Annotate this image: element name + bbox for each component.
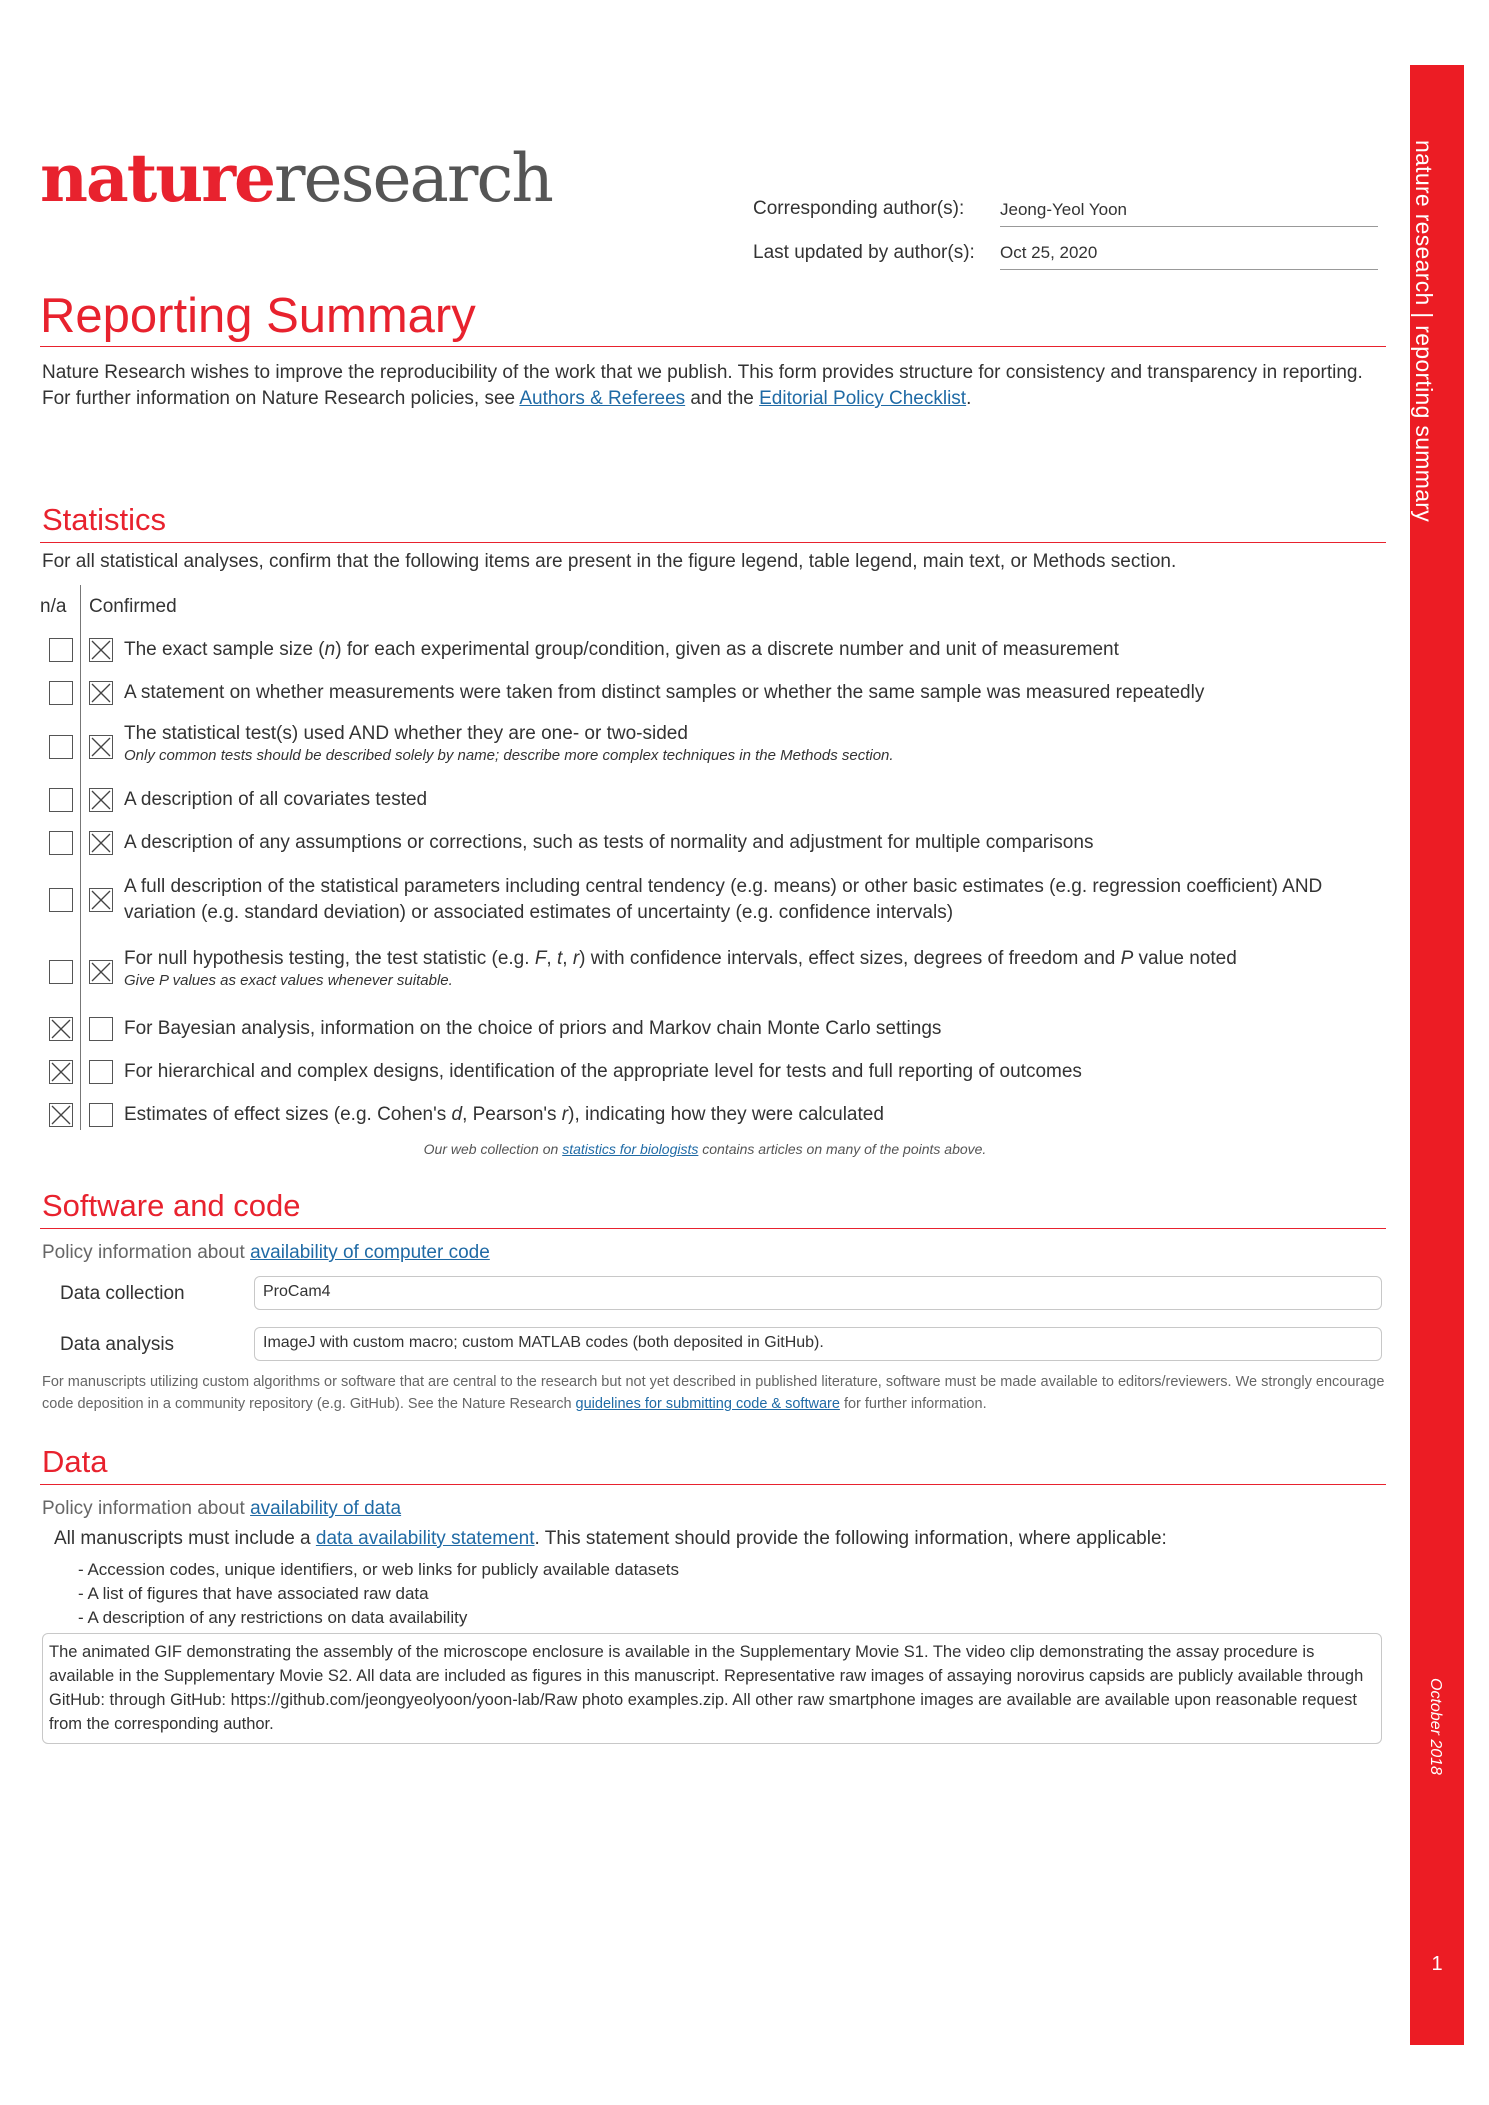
data-collection-field[interactable]: ProCam4 — [254, 1276, 1382, 1310]
statistics-footer — [0, 1141, 1410, 1157]
side-date: October 2018 — [1427, 1678, 1444, 1775]
logo-research: research — [274, 140, 552, 217]
checklist-item: A full description of the statistical parameters including central tendency (e.g. means) or other basic estimates (e.g. regression coefficient) AND variation (e.g. standard deviation) or associated estimates of uncertainty (e.g. confidence intervals) — [124, 876, 1323, 923]
item-italic: r — [561, 1104, 569, 1125]
checkbox-cross-icon — [90, 832, 112, 854]
item-italic: d — [451, 1104, 463, 1125]
item-text: For null hypothesis testing, the test statistic (e.g. — [124, 948, 535, 969]
intro-text-2: and the — [685, 388, 760, 409]
footer-text-2: contains articles on many of the points above. — [698, 1141, 987, 1157]
confirmed-checkbox[interactable] — [89, 638, 113, 662]
title-rule — [40, 346, 1386, 347]
data-bullet: - Accession codes, unique identifiers, or web links for publicly available datasets — [78, 1560, 679, 1579]
data-bullet: - A list of figures that have associated raw data — [78, 1584, 429, 1603]
checklist-item: A statement on whether measurements were taken from distinct samples or whether the same sample was measured repeatedly — [124, 682, 1205, 703]
na-checkbox[interactable] — [49, 638, 73, 662]
na-checkbox[interactable] — [49, 788, 73, 812]
item-text: , Pearson's — [462, 1104, 562, 1125]
fineprint-text-2: for further information. — [839, 1396, 987, 1412]
confirmed-checkbox[interactable] — [89, 735, 113, 759]
checklist-item — [124, 946, 1384, 990]
data-analysis-field[interactable]: ImageJ with custom macro; custom MATLAB codes (both deposited in GitHub). — [254, 1327, 1382, 1361]
item-italic: F — [534, 948, 547, 969]
intro-text: Nature Research wishes to improve the reproducibility of the work that we publish. This form provides structure for consistency and transparency in reporting. For further information on Nature Research policies, see — [42, 362, 1363, 409]
confirmed-checkbox[interactable] — [89, 888, 113, 912]
last-updated-label: Last updated by author(s): — [753, 242, 975, 263]
item-text: value noted — [1133, 948, 1237, 969]
item-note: Give P values as exact values whenever suitable. — [124, 972, 453, 989]
statistics-for-biologists-link[interactable]: statistics for biologists — [562, 1141, 699, 1157]
na-checkbox[interactable] — [49, 960, 73, 984]
item-text-line — [124, 946, 1384, 972]
item-italic: n — [324, 639, 336, 660]
data-bullet: - A description of any restrictions on data availability — [78, 1608, 468, 1627]
data-rule — [40, 1484, 1386, 1485]
item-text: , — [546, 948, 557, 969]
na-checkbox[interactable] — [49, 681, 73, 705]
fineprint-text: For manuscripts utilizing custom algorithms or software that are central to the research but not yet described in published literature, software must be made available to editors/reviewers. We strongly encourage code deposition in a community repository (e.g. GitHub). See the Nature Research — [42, 1374, 1385, 1412]
column-confirmed: Confirmed — [89, 596, 177, 617]
software-heading: Software and code — [42, 1188, 301, 1223]
data-policy — [42, 1498, 401, 1520]
item-text: The statistical test(s) used AND whether they are one- or two-sided — [124, 723, 688, 744]
policy-label: Policy information about — [42, 1498, 251, 1519]
item-note: Only common tests should be described solely by name; describe more complex techniques in the Methods section. — [124, 747, 894, 764]
item-text: ), indicating how they were calculated — [568, 1104, 884, 1125]
na-checkbox[interactable] — [49, 831, 73, 855]
item-text: The exact sample size ( — [124, 639, 325, 660]
item-italic: r — [572, 948, 580, 969]
column-na: n/a — [40, 596, 67, 617]
side-running-title: nature research | reporting summary — [1411, 140, 1437, 523]
intro-text-3: . — [966, 388, 972, 409]
na-checkbox[interactable] — [49, 888, 73, 912]
checklist-item: For hierarchical and complex designs, identification of the appropriate level for tests and full reporting of outcomes — [124, 1061, 1082, 1082]
item-text: ) with confidence intervals, effect sizes, degrees of freedom and — [579, 948, 1121, 969]
checkbox-cross-icon — [50, 1018, 72, 1040]
policy-label: Policy information about — [42, 1242, 251, 1263]
data-analysis-label: Data analysis — [60, 1334, 175, 1355]
intro-paragraph — [42, 360, 1382, 412]
page-title: Reporting Summary — [40, 289, 476, 343]
confirmed-checkbox[interactable] — [89, 960, 113, 984]
requirement-text: All manuscripts must include a — [54, 1528, 316, 1549]
software-fineprint — [42, 1371, 1392, 1415]
checkbox-cross-icon — [50, 1104, 72, 1126]
page-number: 1 — [1431, 1953, 1443, 1975]
statistics-heading: Statistics — [42, 502, 167, 537]
statistics-intro: For all statistical analyses, confirm that the following items are present in the figure legend, table legend, main text, or Methods section. — [42, 551, 1177, 572]
confirmed-checkbox[interactable] — [89, 788, 113, 812]
confirmed-checkbox[interactable] — [89, 681, 113, 705]
checkbox-cross-icon — [90, 889, 112, 911]
na-checkbox[interactable] — [49, 1060, 73, 1084]
software-rule — [40, 1228, 1386, 1229]
checklist-item: A description of any assumptions or corrections, such as tests of normality and adjustment for multiple comparisons — [124, 832, 1094, 853]
item-italic: t — [556, 948, 563, 969]
last-updated-field[interactable]: Oct 25, 2020 — [1000, 243, 1378, 270]
checkbox-cross-icon — [90, 639, 112, 661]
footer-text: Our web collection on — [423, 1141, 563, 1157]
requirement-text-2: . This statement should provide the following information, where applicable: — [534, 1528, 1167, 1549]
checklist-item — [124, 637, 1384, 663]
na-checkbox[interactable] — [49, 735, 73, 759]
data-collection-label: Data collection — [60, 1283, 185, 1304]
data-requirement — [54, 1528, 1167, 1550]
availability-of-data-link[interactable]: availability of data — [250, 1498, 402, 1519]
confirmed-checkbox[interactable] — [89, 1060, 113, 1084]
item-italic: P — [1120, 948, 1134, 969]
checkbox-cross-icon — [90, 736, 112, 758]
na-checkbox[interactable] — [49, 1017, 73, 1041]
editorial-policy-link[interactable]: Editorial Policy Checklist — [759, 388, 967, 409]
checkbox-cross-icon — [90, 961, 112, 983]
confirmed-checkbox[interactable] — [89, 831, 113, 855]
code-guidelines-link[interactable]: guidelines for submitting code & software — [575, 1396, 840, 1412]
data-availability-field[interactable]: The animated GIF demonstrating the assembly of the microscope enclosure is available in the Supplementary Movie S1. The video clip demonstrating the assay procedure is available in the Supplementary Movie S2. All data are included as figures in this manuscript. Representative raw images of assaying norovirus capsids are publicly available through GitHub: through GitHub: https://github.com/jeongyeolyoon/yoon-lab/Raw photo examples.zip. All other raw smartphone images are available are available upon reasonable request from the corresponding author. — [42, 1633, 1382, 1744]
checkbox-cross-icon — [90, 682, 112, 704]
nature-research-logo — [40, 139, 552, 217]
software-policy — [42, 1242, 490, 1264]
data-heading: Data — [42, 1444, 108, 1479]
confirmed-checkbox[interactable] — [89, 1017, 113, 1041]
checkbox-cross-icon — [50, 1061, 72, 1083]
checkbox-cross-icon — [90, 789, 112, 811]
corresponding-author-label: Corresponding author(s): — [753, 198, 965, 219]
na-checkbox[interactable] — [49, 1103, 73, 1127]
confirmed-checkbox[interactable] — [89, 1103, 113, 1127]
logo-nature: nature — [40, 139, 274, 217]
corresponding-author-field[interactable]: Jeong-Yeol Yoon — [1000, 200, 1378, 227]
checklist-item — [124, 721, 1384, 765]
checklist-item — [124, 1102, 1384, 1128]
computer-code-link[interactable]: availability of computer code — [250, 1242, 490, 1263]
item-text: ) for each experimental group/condition, given as a discrete number and unit of measurement — [335, 639, 1119, 660]
checklist-item: A description of all covariates tested — [124, 789, 428, 810]
statistics-rule — [40, 542, 1386, 543]
checklist-item: For Bayesian analysis, information on the choice of priors and Markov chain Monte Carlo settings — [124, 1018, 942, 1039]
item-text: Estimates of effect sizes (e.g. Cohen's — [124, 1104, 452, 1125]
authors-referees-link[interactable]: Authors & Referees — [519, 388, 686, 409]
data-availability-statement-link[interactable]: data availability statement — [315, 1528, 535, 1549]
item-text: , — [562, 948, 573, 969]
checklist-divider — [80, 585, 81, 1130]
